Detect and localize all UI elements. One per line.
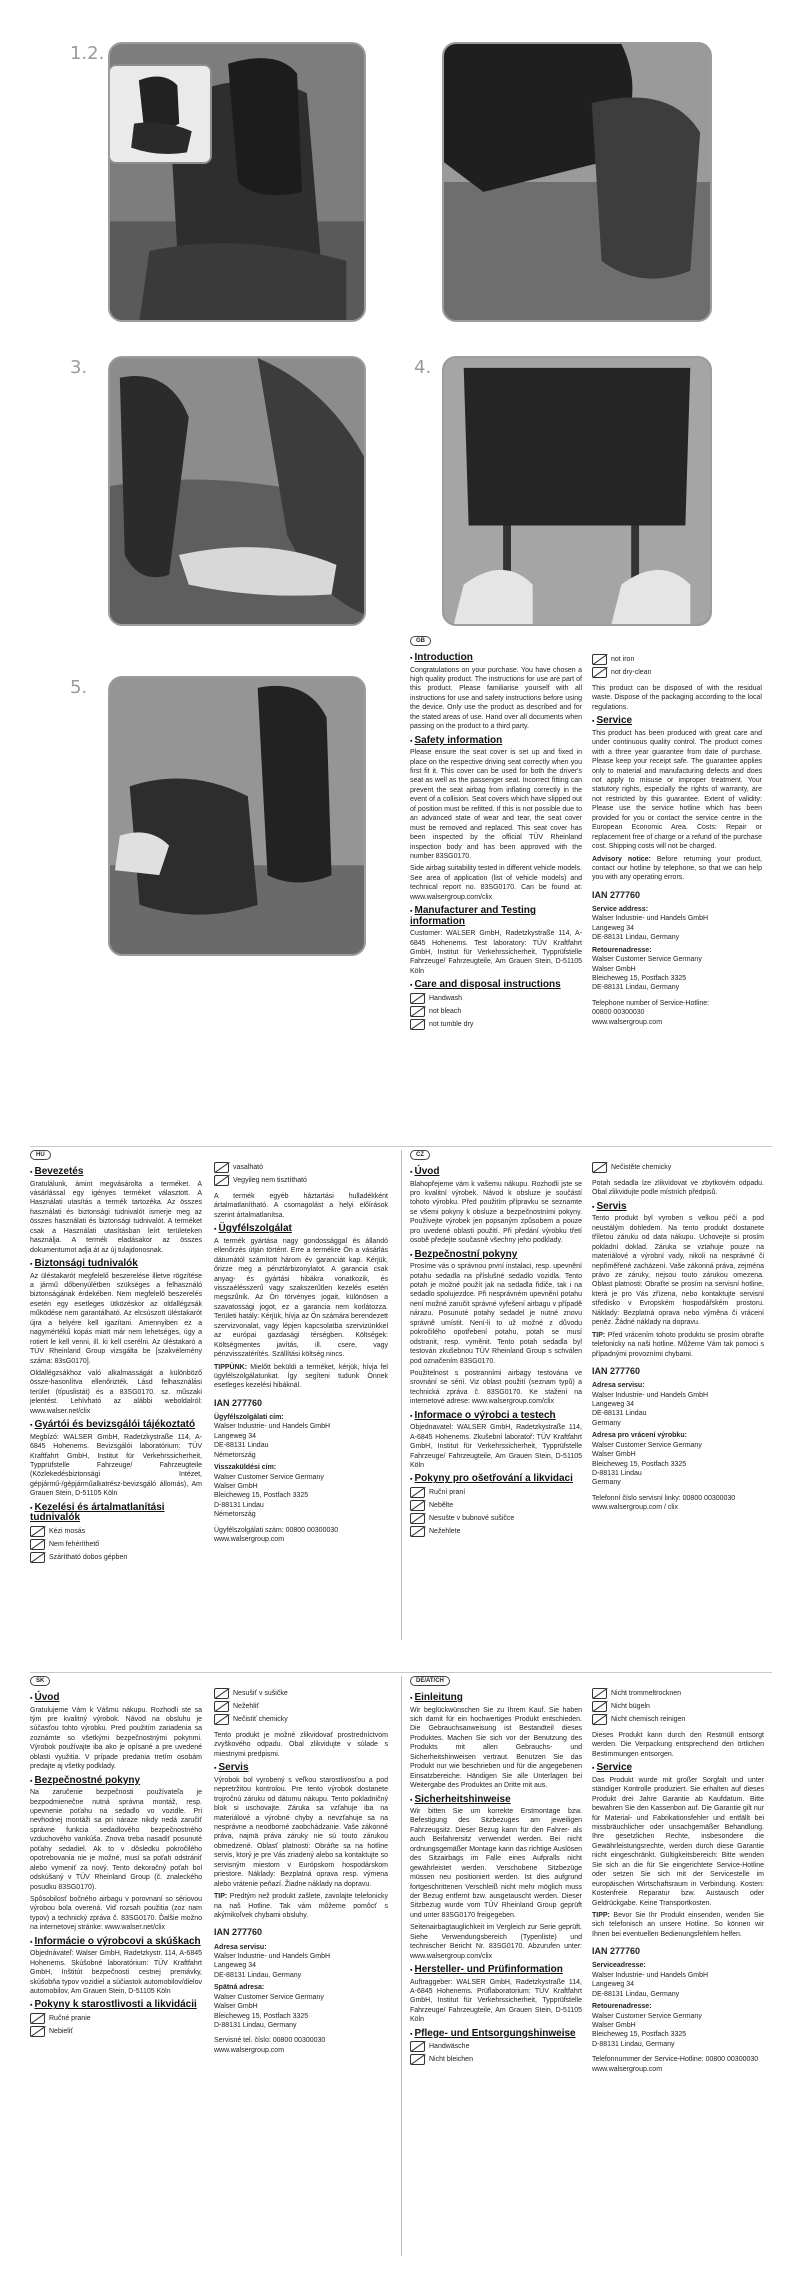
sk-hotline: Servisné tel. číslo: 00800 00300030 www.walsergroup.com [214, 2037, 326, 2054]
de-disposal-text: Dieses Produkt kann durch den Restmüll entsorgt werden. Die Verpackung entsprechend den örtlichen Bestimmungen entsorgen. [592, 1732, 764, 1758]
hu-disposal-text: A termék egyéb háztartási hulladékként ártalmatlanítható. A csomagolást a helyi előírások szerint ártalmatlanítsa. [214, 1193, 388, 1219]
handwash-icon [410, 2041, 425, 2052]
seat-photo-step-5 [108, 676, 366, 956]
gb-service-text: This product has been produced with great care and under continuous quality control. The product comes with a three year guarantee from date of purchase. Please keep your receipt safe. The guarantee applies only to material and manufacturing defects and does not apply to misuse or improper treatment. Your statutory rights, especially the rights of warranty, are not restricted by this guarantee. Extent of validity: Please use the service hotline which has been provided for you or contact the service centre in the European Economic Area. Costs: Repair or replacement free of charge or a refund of the purchase cost. Shipping costs will not be charged. [592, 729, 762, 851]
de-intro-text: Wir beglückwünschen Sie zu Ihrem Kauf. Sie haben sich damit für ein hochwertiges Produkt entschieden. Die Gebrauchsanweisung ist Bestandteil dieses Produktes. Machen Sie sich vor der Benutzung des Produkts mit allen Gebrauchs- und Sicherheitshinweisen vertraut. Benutzen Sie das Produkt nur wie beschrieben und für die angegebenen Einsatzbereiche. Händigen Sie alle Unterlagen bei Weitergabe des Produktes an Dritte mit aus. [410, 1706, 582, 1790]
de-manufacturer-text: Auftraggeber: WALSER GmbH, Radetzkystraße 114, A-6845 Hohenems. Prüflaboratorium: TÜV Kraftfahrt GmbH, Institut für Verkehrssicherheit, Typprüfstelle Fahrzeuge/ Fahrzeugteile, Am Grauen Stein, D-51105 Köln [410, 1978, 582, 2024]
care-item: not iron [592, 654, 762, 665]
sk-disposal-text: Tento produkt je možné zlikvidovať prostredníctvom zvyškového odpadu. Obal zlikvidujte v súlade s miestnymi predpismi. [214, 1732, 388, 1758]
sk-address-heading: Adresa servisu: [214, 1943, 267, 1951]
care-item: Nicht bleichen [410, 2054, 582, 2065]
cz-column-1 [410, 1150, 582, 1650]
no-iron-icon [410, 1526, 425, 1537]
step-number-3: 3. [70, 357, 88, 378]
care-item: Handwash [410, 993, 582, 1004]
section-divider [30, 1146, 772, 1147]
no-dry-clean-icon [214, 1714, 229, 1725]
care-item: Nicht bügeln [592, 1701, 764, 1712]
cz-hotline: Telefonní číslo servisní linky: 00800 00300030 www.walsergroup.com / clix [592, 1494, 736, 1512]
care-item: Nicht trommeltrocknen [592, 1688, 764, 1699]
sk-safety-text-2: Spôsobilosť bočného airbagu v porovnaní so sériovou výrobou bola overená. Viď rozsah použitia (zoz nam typov) a technický zpráva č. 83SG0170. Ďalšie možno na internetovej stránke: www.walser.net/clix [30, 1895, 202, 1932]
no-bleach-icon [30, 2026, 45, 2037]
language-badge-sk: SK [30, 1676, 50, 1686]
hu-hotline: Ügyfélszolgálati szám: 00800 00300030 www.walsergroup.com [214, 1526, 339, 1544]
no-tumble-dry-icon [410, 1513, 425, 1524]
gb-return-heading: Retourenadresse: [592, 946, 652, 954]
no-dry-clean-icon [214, 1175, 229, 1186]
hu-tip: TIPPÜNK: Mielőtt beküldi a terméket, kérjük, hívja fel ügyfélszolgálatunkat. Így segíteni tudunk Önnek esetleges kezelési hibáknál. [214, 1363, 388, 1390]
care-item: Vegyileg nem tisztítható [214, 1175, 388, 1186]
column-divider [401, 1676, 402, 2256]
care-item: not bleach [410, 1006, 582, 1017]
sk-ian: IAN 277760 [214, 1927, 263, 1938]
de-return-heading: Retourenadresse: [592, 2003, 652, 2011]
handwash-icon [410, 993, 425, 1004]
gb-column-1 [410, 636, 582, 1186]
sk-intro-heading: ▪ Úvod [30, 1693, 202, 1704]
care-item: not tumble dry [410, 1019, 582, 1030]
care-item: Ruční praní [410, 1487, 582, 1498]
gb-safety-text: Please ensure the seat cover is set up and fixed in place on the respective driving seat correctly when you first fit it. This cover can be used for both the driver's seat as well as the passenger seat. Incorrect fitting can prevent the seat airbag from inflating correctly in the event of a collision. Seat covers which have slipped out of position must be refitted. If this is not possible due to an advanced state of wear and tear, the seat cover must be removed and replaced. This seat cover has been inspected by the official TÜV Rheinland inspection body and has been approved with the number 83SG0170. [410, 749, 582, 860]
no-tumble-dry-icon [214, 1688, 229, 1699]
seat-photo-step-4 [442, 356, 712, 626]
cz-ian: IAN 277760 [592, 1365, 641, 1376]
de-care-heading: ▪ Pflege- und Entsorgungshinweise [410, 2029, 582, 2040]
de-manufacturer-heading: ▪ Hersteller- und Prüfinformation [410, 1965, 582, 1976]
hu-column-1 [30, 1150, 202, 1650]
step-number-1: 1.2. [70, 43, 105, 64]
hu-address: Walser Industrie- und Handels GmbH Langeweg 34 DE-88131 Lindau Németország [214, 1423, 331, 1459]
de-safety-text-2: Seitenairbagtauglichkeit im Vergleich zur Serie geprüft. Siehe Verwendungsbereich (Typenliste) und technischer Bericht Nr. 83SG0170. Abzurufen unter: www.walsergroup.com/clix [410, 1924, 582, 1960]
care-item: Nečistiť chemicky [214, 1714, 388, 1725]
no-dry-clean-icon [592, 667, 607, 678]
seat-photo-step-2 [442, 42, 712, 322]
seat-photo-step-3 [108, 356, 366, 626]
care-item: Nebieliť [30, 2026, 202, 2037]
seat-photo-step-1 [108, 42, 366, 322]
gb-return-address: Walser Customer Service Germany Walser GmbH Bleicheweg 15, Postfach 3325 DE-88131 Lindau, Germany [592, 956, 702, 992]
de-hotline: Telefonnummer der Service-Hotline: 00800 00300030 www.walsergroup.com [592, 2056, 759, 2073]
cz-service-text: Tento produkt byl vyroben s velkou péčí a pod neustálým dohledem. Na tento produkt dostanete tříletou záruku od data nákupu. Uchovejte si prosím pokladní doklad. Záruka se vztahuje pouze na materiálové a výrobní vady, nikoli na nesprávné či nepřiměřené zacházení. Vaše zákonná práva, zejména právo ze záruky, nejsou touto zárukou omezena. Oblast platnosti: Obraťte se prosím na servisní hotline, která je pro Vás zřízena, nebo kontaktujte servisní středisko v Evropském hospodářském prostoru. Náklady: Bezplatná oprava nebo výměna či vrácení peněz. Žádné náklady na dopravu. [592, 1215, 764, 1327]
hu-intro-heading: ▪ Bevezetés [30, 1167, 202, 1178]
cz-address-heading: Adresa servisu: [592, 1382, 645, 1390]
cz-return-address: Walser Customer Service Germany Walser GmbH Bleicheweg 15, Postfach 3325 D-88131 Lindau Germany [592, 1441, 702, 1487]
section-divider [30, 1672, 772, 1673]
step-number-4: 4. [414, 357, 432, 378]
sk-manufacturer-heading: ▪ Informácie o výrobcovi a skúškach [30, 1937, 202, 1948]
de-column-2 [592, 1686, 764, 2266]
de-service-heading: ▪ Service [592, 1763, 764, 1774]
hu-ian: IAN 277760 [214, 1397, 263, 1408]
care-item: Nicht chemisch reinigen [592, 1714, 764, 1725]
iron-icon [214, 1162, 229, 1173]
cz-disposal-text: Potah sedadla lze zlikvidovat ve zbytkovém odpadu. Obal zlikvidujte podle místních předpisů. [592, 1180, 764, 1197]
cz-intro-heading: ▪ Úvod [410, 1167, 582, 1178]
sk-intro-text: Gratulujeme Vám k Vášmu nákupu. Rozhodli ste sa tým pre kvalitný výrobok. Návod na obsluhu je súčasťou tohto výrobku. Pred použitím zariadenia sa zoznámte so všetkými bezpečnostnými pokynmi. Výrobok používajte iba ako je opísané a pre uvedené oblasti využitia. V prípade predania tretím osobám predajte aj všetky podklady. [30, 1706, 202, 1771]
hu-return-heading: Visszaküldési cím: [214, 1464, 277, 1472]
care-item: Kézi mosás [30, 1526, 202, 1537]
care-item: Szárítható dobos gépben [30, 1552, 202, 1563]
gb-disposal-text: This product can be disposed of with the residual waste. Dispose of the packaging according to the local regulations. [592, 685, 762, 711]
cz-safety-text: Prosíme vás o správnou první instalaci, resp. upevnění potahu sedadla na příslušné sedadlo vozidla. Tento potah je možné použít jak na sedadla řidiče, tak i na sedadlo spolujezdce. Při nesprávném upevnění potahu není možné zaručit správné vyfešení airbagu v případě nárazu. Posunuté potahy sedadel je nutné znovu správně umístit. Není-li to už možné z důvodu pokročilého opotřebení potahu, potah se musí odstranit, resp. vyměnit. Tento potah sedadla byl testován zkušebnou TÜV Rheinland Group s schválen pod označením 83SG0170. [410, 1263, 582, 1365]
cz-manufacturer-text: Objednavatel: WALSER GmbH, Radetzkystraße 114, A-6845 Hohenems. Zkušební laboratoř: TÜV Kraftfahrt GmbH, Institut für Verkehrssicherheit, Typprüfstelle Fahrzeuge/ Fahrzeugteile, Am Grauen Stein, D-51105 Köln [410, 1424, 582, 1469]
no-tumble-dry-icon [410, 1019, 425, 1030]
hu-manufacturer-heading: ▪ Gyártói és bevizsgálói tájékoztató [30, 1420, 202, 1431]
no-iron-icon [592, 1701, 607, 1712]
care-item: Nesušiť v sušičke [214, 1688, 388, 1699]
gb-safety-text-2: Side airbag suitability tested in different vehicle models. See area of application (list of vehicle models) and technical report no. 83SG0170. Can be found at: www.walsergroup.com/clix [410, 865, 582, 901]
language-badge-gb: GB [410, 636, 431, 646]
sk-column-1 [30, 1676, 202, 2266]
no-dry-clean-icon [592, 1162, 607, 1173]
gb-intro-heading: ▪ Introduction [410, 653, 582, 664]
sk-service-text: Výrobok bol vyrobený s veľkou starostlivosťou a pod nepretržitou kontrolou. Pre tento výrobok dostanete trojročnú záruku od dátumu nákupu. Tento pokladničný blok si uschovajte. Záruka sa vzťahuje iba na materiálové a výrobné chyby a nevzťahuje sa na nesprávne a neodborné zaobchádzanie. Vaše zákonné práva, najmä práva záruky nie sú touto zárukou obmedzené. Oblasť platnosti: Obráťte sa na hotline servis, ktorý je pre Vás zriadený alebo sa kontaktujte so servisným miestom v Európskom hospodárskom priestore. Náklady: Bezplatná oprava resp. výmena alebo vrátenie peňazí. Žiadne náklady na dopravu. [214, 1776, 388, 1888]
sk-service-heading: ▪ Servis [214, 1763, 388, 1774]
care-item: Ručné pranie [30, 2013, 202, 2024]
cz-safety-heading: ▪ Bezpečnostní pokyny [410, 1250, 582, 1261]
gb-manufacturer-heading: ▪ Manufacturer and Testing information [410, 906, 582, 927]
care-item: Nesušte v bubnové sušičce [410, 1513, 582, 1524]
de-ian: IAN 277760 [592, 1946, 641, 1957]
hu-manufacturer-text: Megbízó: WALSER GmbH, Radetzkystraße 114, A-6845 Hohenems. Bevizsgálói laboratórium: TÜV Kraftfahrt GmbH, Institut für Verkehrssicherheit, Typprüfstelle Fahrzeuge/ Fahrzeugteile (Közlekedésbiztonsági Intézet, gépjármű-/gépjárműalkatrész-bevizsgáló állomás), Am Grauen Stein, D-51105 Köln [30, 1433, 202, 1498]
no-bleach-icon [410, 1500, 425, 1511]
gb-hotline: Telephone number of Service-Hotline: 00800 00300030 www.walsergroup.com [592, 999, 710, 1026]
cz-intro-text: Blahopřejeme vám k vašemu nákupu. Rozhodli jste se pro kvalitní výrobek. Návod k obsluze je součástí tohoto výrobku. Před použitím přípravku se seznamte se všemi pokyny k obsluze a bezpečnostními pokyny. Používejte výrobek jen popsaným způsobem a pouze pro uvedené oblasti použití. Při předání výrobku třetí osobě předejte současně všechny jeho podklady. [410, 1180, 582, 1245]
sk-tip: TIP: Predtým než produkt zašlete, zavolajte telefonicky na naš Hotline. Tak vám môžeme pomôcť s akýmikoľvek chybami obsluhy. [214, 1893, 388, 1919]
gb-service-address-heading: Service address: [592, 905, 649, 913]
seat-cover-thumbnail [108, 64, 212, 164]
cz-return-heading: Adresa pro vrácení výrobku: [592, 1432, 687, 1440]
care-item: Nežehlete [410, 1526, 582, 1537]
gb-manufacturer-text: Customer: WALSER GmbH, Radetzkystraße 114, A-6845 Hohenems. Test laboratory: TÜV Kraftfahrt GmbH, Institut für Verkehrssicherheit, Typprüfstelle Fahrzeuge/ Fahrzeugteile, Am Grauen Stein, D-51105 Köln [410, 930, 582, 975]
no-bleach-icon [410, 2054, 425, 2065]
no-bleach-icon [410, 1006, 425, 1017]
hu-return-address: Walser Customer Service Germany Walser GmbH Bleicheweg 15, Postfach 3325 D-88131 Lindau Németország [214, 1473, 324, 1519]
gb-safety-heading: ▪ Safety information [410, 736, 582, 747]
language-badge-hu: HU [30, 1150, 51, 1160]
sk-safety-heading: ▪ Bezpečnostné pokyny [30, 1776, 202, 1787]
hu-warranty-heading: ▪ Ügyfélszolgálat [214, 1224, 388, 1235]
gb-advisory: Advisory notice: Before returning your product, contact our hotline by telephone, so that we can help you with any operating errors. [592, 855, 762, 882]
de-safety-heading: ▪ Sicherheitshinweise [410, 1795, 582, 1806]
hu-safety-text: Az üléstakarót megfelelő beszerelése illetve rögzítése a jármű dőbenyúlétben szükséges a felhasználó biztonságának érdekében. Nem megfelelő beszerelés esetén egy esetleges ütközéskor az oldallégzsák működése nem garantálható. Az elcsúszott üléstakarót újra a helyére kell igazítani. Amennyiben ez a nagymértékű kopás miatt már nem lehetséges, úgy a rotiert le kell venni, ill. ki kell cserélni. Az üléstakaró a TÜV Rheinland Group vizsgálta be [szakvélemény száma: 83sG0170]. [30, 1272, 202, 1365]
step-number-5: 5. [70, 677, 88, 698]
no-iron-icon [592, 654, 607, 665]
care-item: Handwäsche [410, 2041, 582, 2052]
handwash-icon [30, 2013, 45, 2024]
cz-tip: TIP: Před vrácením tohoto produktu se prosím obraťte telefonicky na naši hotline. Můžeme Vám tak pomoci s případnými provozními chybami. [592, 1331, 764, 1358]
de-address-heading: Serviceadresse: [592, 1962, 646, 1970]
care-item: Nečistěte chemicky [592, 1162, 764, 1173]
language-badge-de: DE/AT/CH [410, 1676, 450, 1686]
de-address: Walser Industrie- und Handels GmbH Langeweg 34 DE-88131 Lindau, Germany [592, 1971, 709, 1998]
language-badge-cz: CZ [410, 1150, 430, 1160]
cz-service-heading: ▪ Servis [592, 1202, 764, 1213]
sk-safety-text: Na zaručenie bezpečnosti používateľa je bezpodmienečne nutná správna montáž, resp. upevnenie poťahu na sedadlo vo vozidle. Pri nevhodnej montáži sa pri náraze nikdy nedá zaručiť správne funkcia sedadlového bezpečnostného vzduchového vankúša. Znova treba nasadiť posunuté poťahy sedadiel. Ak to v dôsledku pokročilého opotrebovania nie je možné, musí sa poťah odstrániť alebo vymeniť za nový. Tento dekoračný poťah bol odskúšaný v TÜV Rheinland Group (č. znaleckého posudku 83SG0170). [30, 1789, 202, 1891]
hu-care-heading: ▪ Kezelési és ártalmatlanítási tudnivalók [30, 1503, 202, 1524]
de-column-1 [410, 1676, 582, 2266]
handwash-icon [410, 1487, 425, 1498]
gb-care-heading: ▪ Care and disposal instructions [410, 980, 582, 991]
care-item: vasalható [214, 1162, 388, 1173]
gb-column-2 [592, 652, 762, 1182]
care-item: not dry-clean [592, 667, 762, 678]
no-iron-icon [214, 1701, 229, 1712]
gb-ian: IAN 277760 [592, 889, 641, 900]
no-tumble-dry-icon [592, 1688, 607, 1699]
de-intro-heading: ▪ Einleitung [410, 1693, 582, 1704]
care-item: Nežehliť [214, 1701, 388, 1712]
hu-safety-heading: ▪ Biztonsági tudnivalók [30, 1259, 202, 1270]
hu-intro-text: Gratulálunk, ámint megvásárolta a terméket. A vásárlással egy igényes terméket választott. A Használati utasítás a termék tartozéka. Az összes használati és biztonsági tudnivalót ismerje meg az összes használati és biztonsági tudnivalót. A terméket csak a Használati utasításban leírt területeken használja. A termék eladásakor az összes dokumentumot adja át az új tulajdonosnak. [30, 1180, 202, 1254]
cz-address: Walser Industrie- und Handels GmbH Langeweg 34 DE-88131 Lindau Germany [592, 1391, 709, 1427]
cz-care-heading: ▪ Pokyny pro ošetřování a likvidaci [410, 1474, 582, 1485]
no-dry-clean-icon [592, 1714, 607, 1725]
care-item: Nem fehéríthető [30, 1539, 202, 1550]
care-item: Nebělte [410, 1500, 582, 1511]
sk-manufacturer-text: Objednávateľ: Walser GmbH, Radetzkystr. 114, A-6845 Hohenems. Skúšobné laboratórium: TÜV Kraftfahrt GmbH, Inštitút bezpečnosti cestnej premávky, skúšobňa typov vozidiel a súčiastok automobilov/dielov automobilov, Am Grauen Stein, D-51105 Köln [30, 1950, 202, 1995]
handwash-icon [30, 1526, 45, 1537]
hu-address-heading: Ügyfélszolgálati cím: [214, 1413, 284, 1421]
no-bleach-icon [30, 1539, 45, 1550]
sk-care-heading: ▪ Pokyny k starostlivosti a likvidácii [30, 2000, 202, 2011]
sk-address: Walser Industrie- und Handels GmbH Langeweg 34 DE-88131 Lindau, Germany [214, 1952, 331, 1979]
tumble-dry-icon [30, 1552, 45, 1563]
de-return-address: Walser Customer Service Germany Walser GmbH Bleicheweg 15, Postfach 3325 D-88131 Lindau, Germany [592, 2012, 702, 2048]
sk-column-2 [214, 1686, 388, 2266]
gb-service-address: Walser Industrie- und Handels GmbH Langeweg 34 DE-88131 Lindau, Germany [592, 915, 709, 942]
hu-safety-text-2: Oldallégzsákhoz való alkalmasságát a különböző össze-hasonlítva ellenőrizték. Lásd felhasználási terület (típuslistát) és a 83SG0170. sz. műszaki jelentést. Lehívható az alábbi weboldalról: www.walser.net/clix [30, 1369, 202, 1415]
hu-column-2 [214, 1160, 388, 1650]
sk-return-address: Walser Customer Service Germany Walser GmbH Bleicheweg 15, Postfach 3325 D-88131 Lindau, Germany [214, 1993, 324, 2030]
de-service-text: Das Produkt wurde mit großer Sorgfalt und unter ständiger Kontrolle produziert. Sie erhalten auf dieses Produkt drei Jahre Garantie ab Kaufdatum. Bitte bewahren Sie den Kassenbon auf. Die Garantie gilt nur für Material- und Fabrikationsfehler und entfällt bei missbräuchlicher oder unsachgemäßer Behandlung. Ihre gesetzlichen Rechte, insbesondere die Gewährleistungsrechte, werden durch diese Garantie nicht eingeschränkt. Gültigkeitsbereich: Bitte wenden Sie sich an die für Sie eingerichtete Service-Hotline oder setzen Sie sich mit der Servicestelle im europäischen Wirtschaftsraum in Verbindung. Kosten: Kostenfreie Reparatur bzw. Austausch oder Geldrückgabe. Keine Transportkosten. [592, 1776, 764, 1907]
hu-warranty-text: A termék gyártása nagy gondossággal és állandó ellenőrzés útján történt. Erre a termékre Ön a vásárlás dátumától számított három év garanciát kap. Kérjük, őrizze meg a pénztárbizonylatot. A garancia csak anyag- és gyártási hibákra vonatkozik, és visszaélésszerű vagy szakszerűtlen kezelés esetén megszűnik. Az Ön törvényes jogait, különösen a szavatossági jogot, ez a garancia nem korlátozza. Területi hatály: Kérjük, hívja az Ön számára berendezett szervizvonalat, vagy lépjen kapcsolatba szervizünkkel az európai gazdasági térségben. Költségek: Költségmentes javítás, ill. csere, vagy pénzvisszatérítés. Szállítási költség nincs. [214, 1237, 388, 1359]
sk-return-heading: Spätná adresa: [214, 1984, 265, 1992]
cz-column-2 [592, 1160, 764, 1650]
cz-manufacturer-heading: ▪ Informace o výrobci a testech [410, 1411, 582, 1422]
cz-safety-text-2: Použitelnost s postranními airbagy testována ve srovnání se sérií. Viz oblast použití (seznam typů) a technická zpráva č. 83SG0170. Ke stažení na internetové adrese: www.walsergroup.com/clix [410, 1369, 582, 1406]
de-safety-text: Wir bitten Sie um korrekte Erstmontage bzw. Befestigung des Sitzbezuges am jeweiligen Fahrzeugsitz. Dieser Bezug kann für den Fahrer- als auch Beifahrersitz verwendet werden. Bei nicht ordnungsgemäßer Montage kann das richtige Auslösen des Sitzairbags im Falle eines Aufpralls nicht gewährleistet werden. Verschobene Sitzbezüge müssen neu positioniert werden. Ist dies aufgrund fortgeschrittenen Verschleiß nicht mehr möglich muss der Bezug entfernt bzw. ausgetauscht werden. Dieser Sitzbezug wurde vom TÜV Rheinland Group geprüft und unter 83SG0170 freigegeben. [410, 1808, 582, 1919]
gb-intro-text: Congratulations on your purchase. You have chosen a high quality product. The instructions for use are part of this product. Please familiarise yourself with all instructions for use and safety instructions before using the device. Only use the product as described and for the stated areas of use. Hand over all documents when passing on the product to a third party. [410, 666, 582, 731]
gb-service-heading: ▪ Service [592, 716, 762, 727]
de-tip: TIPP: Bevor Sie Ihr Produkt einsenden, wenden Sie sich telefonisch an unsere Hotline. So können wir Ihnen bei eventuellen Bedienungsfehlern helfen. [592, 1911, 764, 1938]
column-divider [401, 1150, 402, 1640]
